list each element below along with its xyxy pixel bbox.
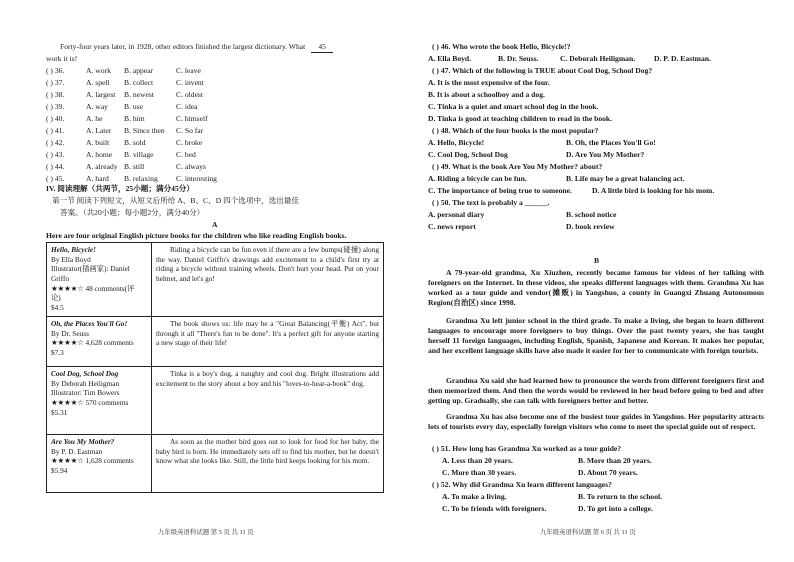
q51-option: A. Less than 20 years.	[442, 456, 513, 465]
q49-option: C. The importance of being true to someone.	[428, 186, 572, 195]
cloze-number: ( ) 37.	[46, 78, 65, 87]
book-detail: By P. D. Eastman	[51, 446, 103, 456]
book-info	[47, 243, 152, 317]
book-detail: 论)	[51, 293, 61, 303]
q49-option: D. A little bird is looking for his mom.	[592, 186, 715, 195]
book-description: The book shows us: life may be a "Great Balancing(平衡) Act", but through it all "There's fun to be done". It's a perfect gift for anyone starting a new stage of their life!	[152, 317, 384, 367]
question-49: ( ) 49. What is the book Are You My Mother? about?	[432, 162, 603, 171]
book-detail: ★★★★☆ 4,628 comments	[51, 338, 134, 348]
q47-option: C. Tinka is a quiet and smart school dog in the book.	[428, 102, 599, 111]
cloze-option-b: B. collect	[124, 78, 154, 87]
q52-option: C. To be friends with foreigners.	[442, 504, 547, 513]
q51-option: D. About 70 years.	[578, 468, 638, 477]
book-table	[46, 242, 384, 493]
q48-option: A. Hello, Bicycle!	[428, 138, 485, 147]
book-title: Are You My Mother?	[51, 437, 115, 446]
passage-b-paragraph: Grandma Xu has also become one of the busiest tour guides in Yangshuo. Her popularity attracts lots of tourists every day, especially foreign visitors who come to meet the special guide out of respect.	[428, 412, 764, 432]
cloze-option-c: C. always	[176, 162, 206, 171]
q50-option: A. personal diary	[428, 210, 485, 219]
question-48: ( ) 48. Which of the four books is the most popular?	[432, 126, 599, 135]
book-detail: By Ella Boyd	[51, 254, 91, 264]
cloze-option-b: B. still	[124, 162, 145, 171]
cloze-option-b: B. village	[124, 150, 154, 159]
q48-option: C. Cool Dog, School Dog	[428, 150, 508, 159]
cloze-option-b: B. use	[124, 102, 143, 111]
cloze-option-a: A. already	[86, 162, 118, 171]
passage-b-paragraph: Grandma Xu left junior school in the third grade. To make a living, she began to learn different languages to encourage more foreigners to buy things. Over the past twenty years, she has taught herself 11 foreign languages, including English, Spanish, Japanese and Korean. It makes her popular, and her excellent language skills have also made it easier for her to communicate with foreign tourists.	[428, 316, 764, 356]
q47-option: D. Tinka is good at teaching children to read in the book.	[428, 114, 613, 123]
q46-option: D. P. D. Eastman.	[654, 54, 711, 63]
cloze-option-b: B. sold	[124, 138, 146, 147]
cloze-option-c: C. interesting	[176, 174, 217, 183]
book-info	[47, 317, 152, 367]
cloze-number: ( ) 41.	[46, 126, 65, 135]
blank-45: 45	[311, 42, 333, 53]
cloze-option-c: C. So far	[176, 126, 204, 135]
book-description: Tinka is a boy's dog, a naughty and cool dog. Bright illustrations add excitement to the story about a boy and his "loves-to-hear-a-book" dog.	[152, 367, 384, 435]
page-footer-left: 九年级英语科试题 第 5 页 共 11 页	[158, 529, 254, 536]
cloze-option-a: A. home	[86, 150, 113, 159]
cloze-number: ( ) 44.	[46, 162, 65, 171]
q48-option: D. Are You My Mother?	[566, 150, 645, 159]
passage-b-paragraph: A 79-year-old grandma, Xu Xiuzhen, recently became famous for videos of her talking with foreigners on the Internet. In these videos, she speaks different languages with them. Grandma Xu has worked as a tour guide and vendor(摊贩) in Yangshuo, a county in Guangxi Zhuang Autonomous Region(自治区) since 1998.	[428, 268, 764, 308]
question-51: ( ) 51. How long has Grandma Xu worked as a tour guide?	[432, 444, 622, 453]
q46-option: A. Ella Boyd.	[428, 54, 472, 63]
cloze-option-b: B. him	[124, 114, 145, 123]
book-title: Cool Dog, School Dog	[51, 369, 119, 378]
cloze-option-c: C. invent	[176, 78, 204, 87]
cloze-number: ( ) 45.	[46, 174, 65, 183]
cloze-option-c: C. idea	[176, 102, 198, 111]
cloze-number: ( ) 40.	[46, 114, 65, 123]
book-detail: ★★★★☆ 570 comments	[51, 397, 129, 407]
book-detail: $5.31	[51, 407, 68, 417]
cloze-number: ( ) 42.	[46, 138, 65, 147]
q49-option: B. Life may be a great balancing act.	[566, 174, 685, 183]
cloze-option-a: A. built	[86, 138, 110, 147]
left-page	[38, 0, 390, 562]
book-detail: Illustrator(插画家): Daniel	[51, 264, 130, 274]
cloze-number: ( ) 38.	[46, 90, 65, 99]
cloze-number: ( ) 36.	[46, 66, 65, 75]
book-row	[47, 243, 384, 317]
cloze-option-b: B. Since then	[124, 126, 165, 135]
cloze-number: ( ) 39.	[46, 102, 65, 111]
passage-a-label: A	[212, 220, 218, 229]
intro-line-2: work it is!	[46, 54, 78, 63]
question-50: ( ) 50. The text is probably a ______.	[432, 198, 550, 207]
book-detail: By Dr. Seuss	[51, 328, 89, 338]
q47-option: A. It is the most expensive of the four.	[428, 78, 550, 87]
q47-option: B. It is about a schoolboy and a dog.	[428, 90, 545, 99]
cloze-option-a: A. Later	[86, 126, 112, 135]
section-iv-heading: IV. 阅读理解（共两节，25小题；满分45分）	[46, 184, 194, 193]
q50-option: C. news report	[428, 222, 476, 231]
cloze-option-c: C. himself	[176, 114, 208, 123]
cloze-option-b: B. appear	[124, 66, 154, 75]
q51-option: B. More than 20 years.	[578, 456, 652, 465]
section-1-instruction: 第一节 阅读下列短文，从短文后所给 A、B、C、D 四个选项中，选出最佳	[52, 196, 300, 205]
cloze-option-b: B. newest	[124, 90, 154, 99]
cloze-number: ( ) 43.	[46, 150, 65, 159]
q50-option: B. school notice	[566, 210, 617, 219]
cloze-option-a: A. spell	[86, 78, 110, 87]
q49-option: A. Riding a bicycle can be fun.	[428, 174, 527, 183]
book-detail: $4.5	[51, 302, 64, 312]
cloze-option-a: A. he	[86, 114, 103, 123]
cloze-option-b: B. relaxing	[124, 174, 158, 183]
book-title: Oh, the Places You'll Go!	[51, 319, 128, 328]
cloze-option-c: C. leave	[176, 66, 201, 75]
book-info	[47, 367, 152, 435]
book-detail: By Deborah Heiligman	[51, 378, 120, 388]
cloze-option-a: A. largest	[86, 90, 116, 99]
q48-option: B. Oh, the Places You'll Go!	[566, 138, 656, 147]
q52-option: D. To get into a college.	[578, 504, 653, 513]
book-detail: $7.3	[51, 347, 64, 357]
book-info	[47, 435, 152, 493]
q50-option: D. book review	[566, 222, 615, 231]
cloze-option-a: A. work	[86, 66, 111, 75]
question-46: ( ) 46. Who wrote the book Hello, Bicycle!?	[432, 42, 571, 51]
book-row	[47, 317, 384, 367]
passage-b-paragraph: Grandma Xu said she had learned how to pronounce the words from different foreigners first and then memorized them. And then the words would be reviewed in her head before going to bed and after getting up. Gradually, she can talk with foreigners better and better.	[428, 376, 764, 406]
question-47: ( ) 47. Which of the following is TRUE about Cool Dog, School Dog?	[432, 66, 653, 75]
cloze-option-c: C. bed	[176, 150, 196, 159]
q52-option: A. To make a living.	[442, 492, 507, 501]
intro-line-1: Forty-four years later, in 1928, other editors finished the largest dictionary. What 45	[60, 42, 333, 53]
passage-b-label: B	[594, 256, 600, 265]
book-detail: $5.94	[51, 465, 68, 475]
q46-option: B. Dr. Seuss.	[498, 54, 539, 63]
book-description: Riding a bicycle can be fun even if there are a few bumps(碰撞) along the way. Daniel Griffo's drawings add excitement to a child's first try at riding a bicycle without training wheels. Don't hurt your head. Put on your helmet, and let's go!	[152, 243, 384, 317]
book-description: As soon as the mother bird goes out to look for food for her baby, the baby bird is born. He immediately sets off to find his mother, but he doesn't know what she looks like. Still, the little bird keeps looking for his mom.	[152, 435, 384, 493]
page-footer-right: 九年级英语科试题 第 6 页 共 11 页	[540, 529, 636, 536]
q46-option: C. Deborah Heiligman.	[560, 54, 636, 63]
book-row	[47, 367, 384, 435]
book-detail: Griffo	[51, 273, 70, 283]
passage-a-intro: Here are four original English picture books for the children who like reading English books.	[46, 231, 347, 240]
section-1-instruction-2: 答案。（共20小题；每小题2分，满分40分）	[60, 208, 205, 217]
q52-option: B. To return to the school.	[578, 492, 663, 501]
question-52: ( ) 52. Why did Grandma Xu learn different languages?	[432, 480, 612, 489]
cloze-option-c: C. broke	[176, 138, 203, 147]
cloze-option-a: A. way	[86, 102, 108, 111]
right-page	[428, 0, 764, 562]
book-title: Hello, Bicycle!	[51, 245, 96, 254]
book-detail: ★★★★☆ 1,628 comments	[51, 456, 134, 466]
book-row	[47, 435, 384, 493]
book-detail: ★★★★☆ 48 comments(评	[51, 283, 135, 293]
q51-option: C. More than 30 years.	[442, 468, 517, 477]
book-detail: Illustrator: Tim Bowers	[51, 388, 120, 398]
cloze-option-a: A. hard	[86, 174, 109, 183]
cloze-option-c: C. oldest	[176, 90, 204, 99]
